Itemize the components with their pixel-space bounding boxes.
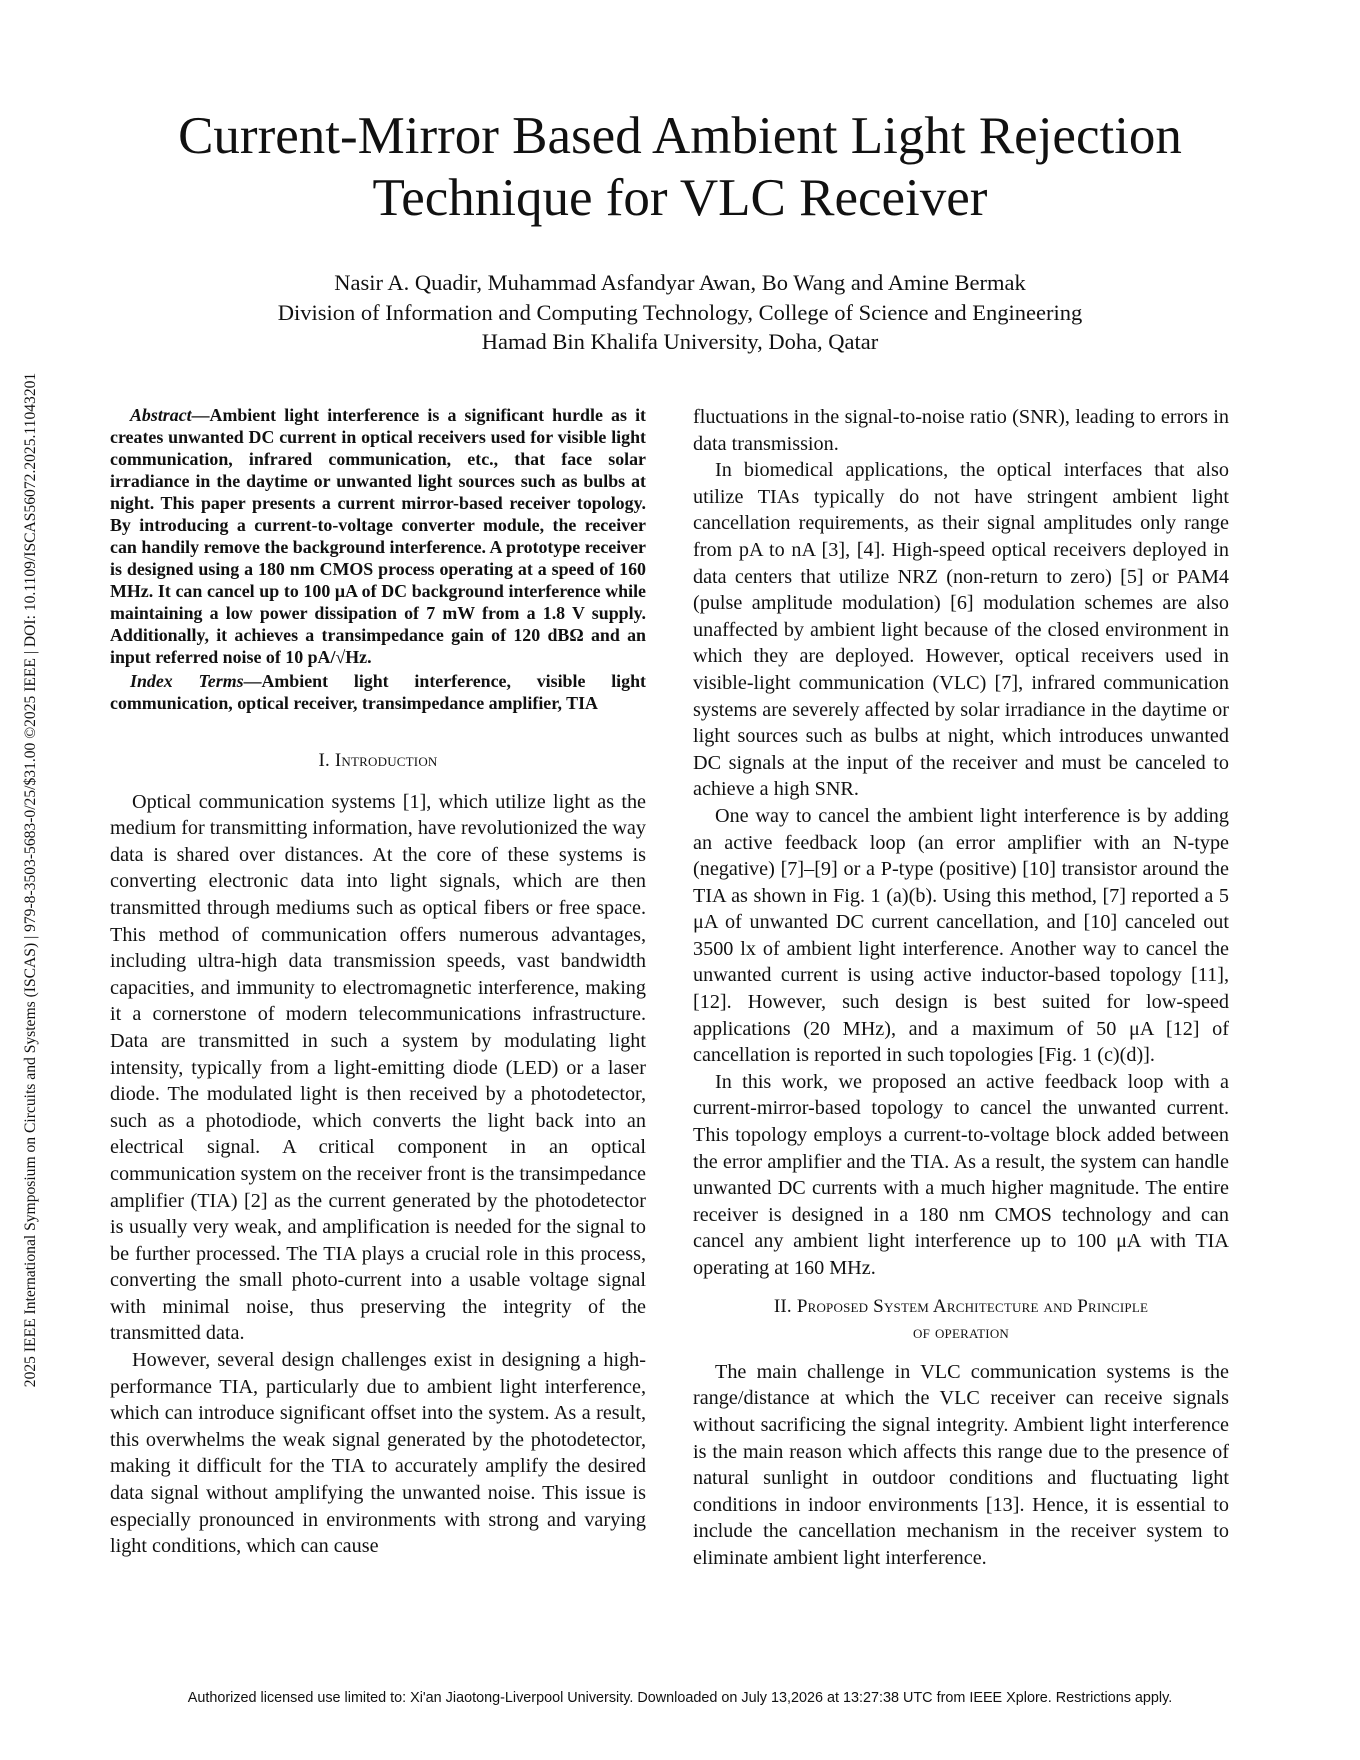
section-2-title-line-1: Proposed System Architecture and Principle — [796, 1295, 1149, 1317]
section-2-title-line-2: of operation — [913, 1322, 1009, 1344]
title-line-2: Technique for VLC Receiver — [372, 169, 988, 227]
abstract-text: —Ambient light interference is a significant hurdle as it creates unwanted DC current in optical receivers used for visible light communication, infrared communication, etc., that face solar irradiance in the daytime or unwanted light sources such as bulbs at night. This paper presents a current mirror-based receiver topology. By introducing a current-to-voltage converter module, the receiver can handily remove the background interference. A prototype receiver is designed using a 180 nm CMOS process operating at a speed of 160 MHz. It can cancel up to 100 μA of DC background interference while maintaining a low power dissipation of 7 mW from a 1.8 V supply. Additionally, it achieves a transimpedance gain of 120 dBΩ and an input referred noise of 10 pA/√Hz. — [110, 405, 646, 667]
index-terms-label: Index Terms — [130, 671, 244, 691]
right-column — [693, 404, 1229, 1572]
feedback-loop-paragraph: One way to cancel the ambient light interference is by adding an active feedback loop (an error amplifier with an N-type (negative) [7]–[9] or a P-type (positive) [10] transistor around the TIA as shown in Fig. 1 (a)(b). Using this method, [7] reported a 5 μA of unwanted DC current cancellation, and [10] canceled out 3500 lx of ambient light interference. Another way to cancel the unwanted current is using active inductor-based topology [11], [12]. However, such design is best suited for low-speed applications (20 MHz), and a maximum of 50 μA [12] of cancellation is reported in such topologies [Fig. 1 (c)(d)]. — [693, 804, 1229, 1067]
left-column — [110, 404, 646, 1560]
affiliation-line-2: Hamad Bin Khalifa University, Doha, Qatar — [481, 329, 879, 354]
license-footer: Authorized licensed use limited to: Xi'an Jiaotong-Liverpool University. Downloaded on July 13,2026 at 13:27:38 UTC from IEEE Xplore. Restrictions apply. — [187, 1690, 1173, 1706]
index-terms-text: —Ambient light interference, visible light communication, optical receiver, transimpedance amplifier, TIA — [110, 671, 646, 713]
intro-paragraph-1: Optical communication systems [1], which utilize light as the medium for transmitting information, have revolutionized the way data is shared over distances. At the core of these systems is converting electronic data into light signals, which are then transmitted through mediums such as optical fibers or free space. This method of communication offers numerous advantages, including ultra-high data transmission speeds, vast bandwidth capacities, and immunity to electromagnetic interference, making it a cornerstone of modern telecommunications infrastructure. Data are transmitted in such a system by modulating light intensity, typically from a light-emitting diode (LED) or a laser diode. The modulated light is then received by a photodetector, such as a photodiode, which converts the light back into an electrical signal. A critical component in an optical communication system on the receiver front is the transimpedance amplifier (TIA) [2] as the current generated by the photodetector is usually very weak, and amplification is needed for the signal to be further processed. The TIA plays a crucial role in this process, converting the small photo-current into a usable voltage signal with minimal noise, thus preserving the integrity of the transmitted data. — [110, 790, 646, 1345]
intro-paragraph-2: However, several design challenges exist in designing a high-performance TIA, particularly due to ambient light interference, which can introduce significant offset into the system. As a result, this overwhelms the weak signal generated by the photodetector, making it difficult for the TIA to accurately amplify the desired data signal without amplifying the unwanted noise. This issue is especially pronounced in environments with strong and varying light conditions, which can cause — [110, 1349, 646, 1558]
affiliation-line-1: Division of Information and Computing Technology, College of Science and Engineering — [277, 299, 1083, 325]
section-1-number: I. — [318, 750, 330, 771]
section-heading-introduction — [110, 748, 646, 775]
paper-title — [0, 105, 1360, 229]
doi-sidebar — [18, 300, 44, 1460]
section-heading-architecture — [693, 1294, 1229, 1347]
section-1-title: Introduction — [334, 750, 438, 771]
title-line-1: Current-Mirror Based Ambient Light Rejection — [178, 107, 1182, 165]
section-2-number: II. — [773, 1295, 792, 1317]
architecture-paragraph: The main challenge in VLC communication systems is the range/distance at which the VLC receiver can receive signals without sacrificing the signal integrity. Ambient light interference is the main reason which affects this range due to the presence of natural sunlight in outdoor conditions and fluctuating light conditions in indoor environments [13]. Hence, it is essential to include the cancellation mechanism in the receiver system to eliminate ambient light interference. — [693, 1360, 1229, 1569]
this-work-paragraph: In this work, we proposed an active feedback loop with a current-mirror-based topology to cancel the unwanted current. This topology employs a current-to-voltage block added between the error amplifier and the TIA. As a result, the system can handle unwanted DC currents with a much higher magnitude. The entire receiver is designed in a 180 nm CMOS technology and can cancel any ambient light interference up to 100 μA with TIA operating at 160 MHz. — [693, 1070, 1229, 1279]
author-names: Nasir A. Quadir, Muhammad Asfandyar Awan, Bo Wang and Amine Bermak — [334, 270, 1026, 295]
abstract — [110, 404, 646, 668]
author-block — [0, 268, 1360, 357]
index-terms — [110, 670, 646, 714]
doi-sidebar-text: 2025 IEEE International Symposium on Circuits and Systems (ISCAS) | 979-8-3503-5683-0/25/$31.00 ©2025 IEEE | DOI: 10.1109/ISCAS56072.2025.11043201 — [22, 372, 39, 1388]
continued-paragraph: fluctuations in the signal-to-noise ratio (SNR), leading to errors in data transmission. — [693, 406, 1229, 455]
abstract-label: Abstract — [130, 405, 192, 425]
biomedical-paragraph: In biomedical applications, the optical interfaces that also utilize TIAs typically do not have stringent ambient light cancellation requirements, as their signal amplitudes only range from pA to nA [3], [4]. High-speed optical receivers deployed in data centers that utilize NRZ (non-return to zero) [5] or PAM4 (pulse amplitude modulation) [6] modulation schemes are also unaffected by ambient light because of the closed environment in which they are deployed. However, optical receivers used in visible-light communication (VLC) [7], infrared communication systems are severely affected by solar irradiance in the daytime or light sources such as bulbs at night, which introduces unwanted DC signals at the input of the receiver and must be canceled to achieve a high SNR. — [693, 459, 1229, 801]
